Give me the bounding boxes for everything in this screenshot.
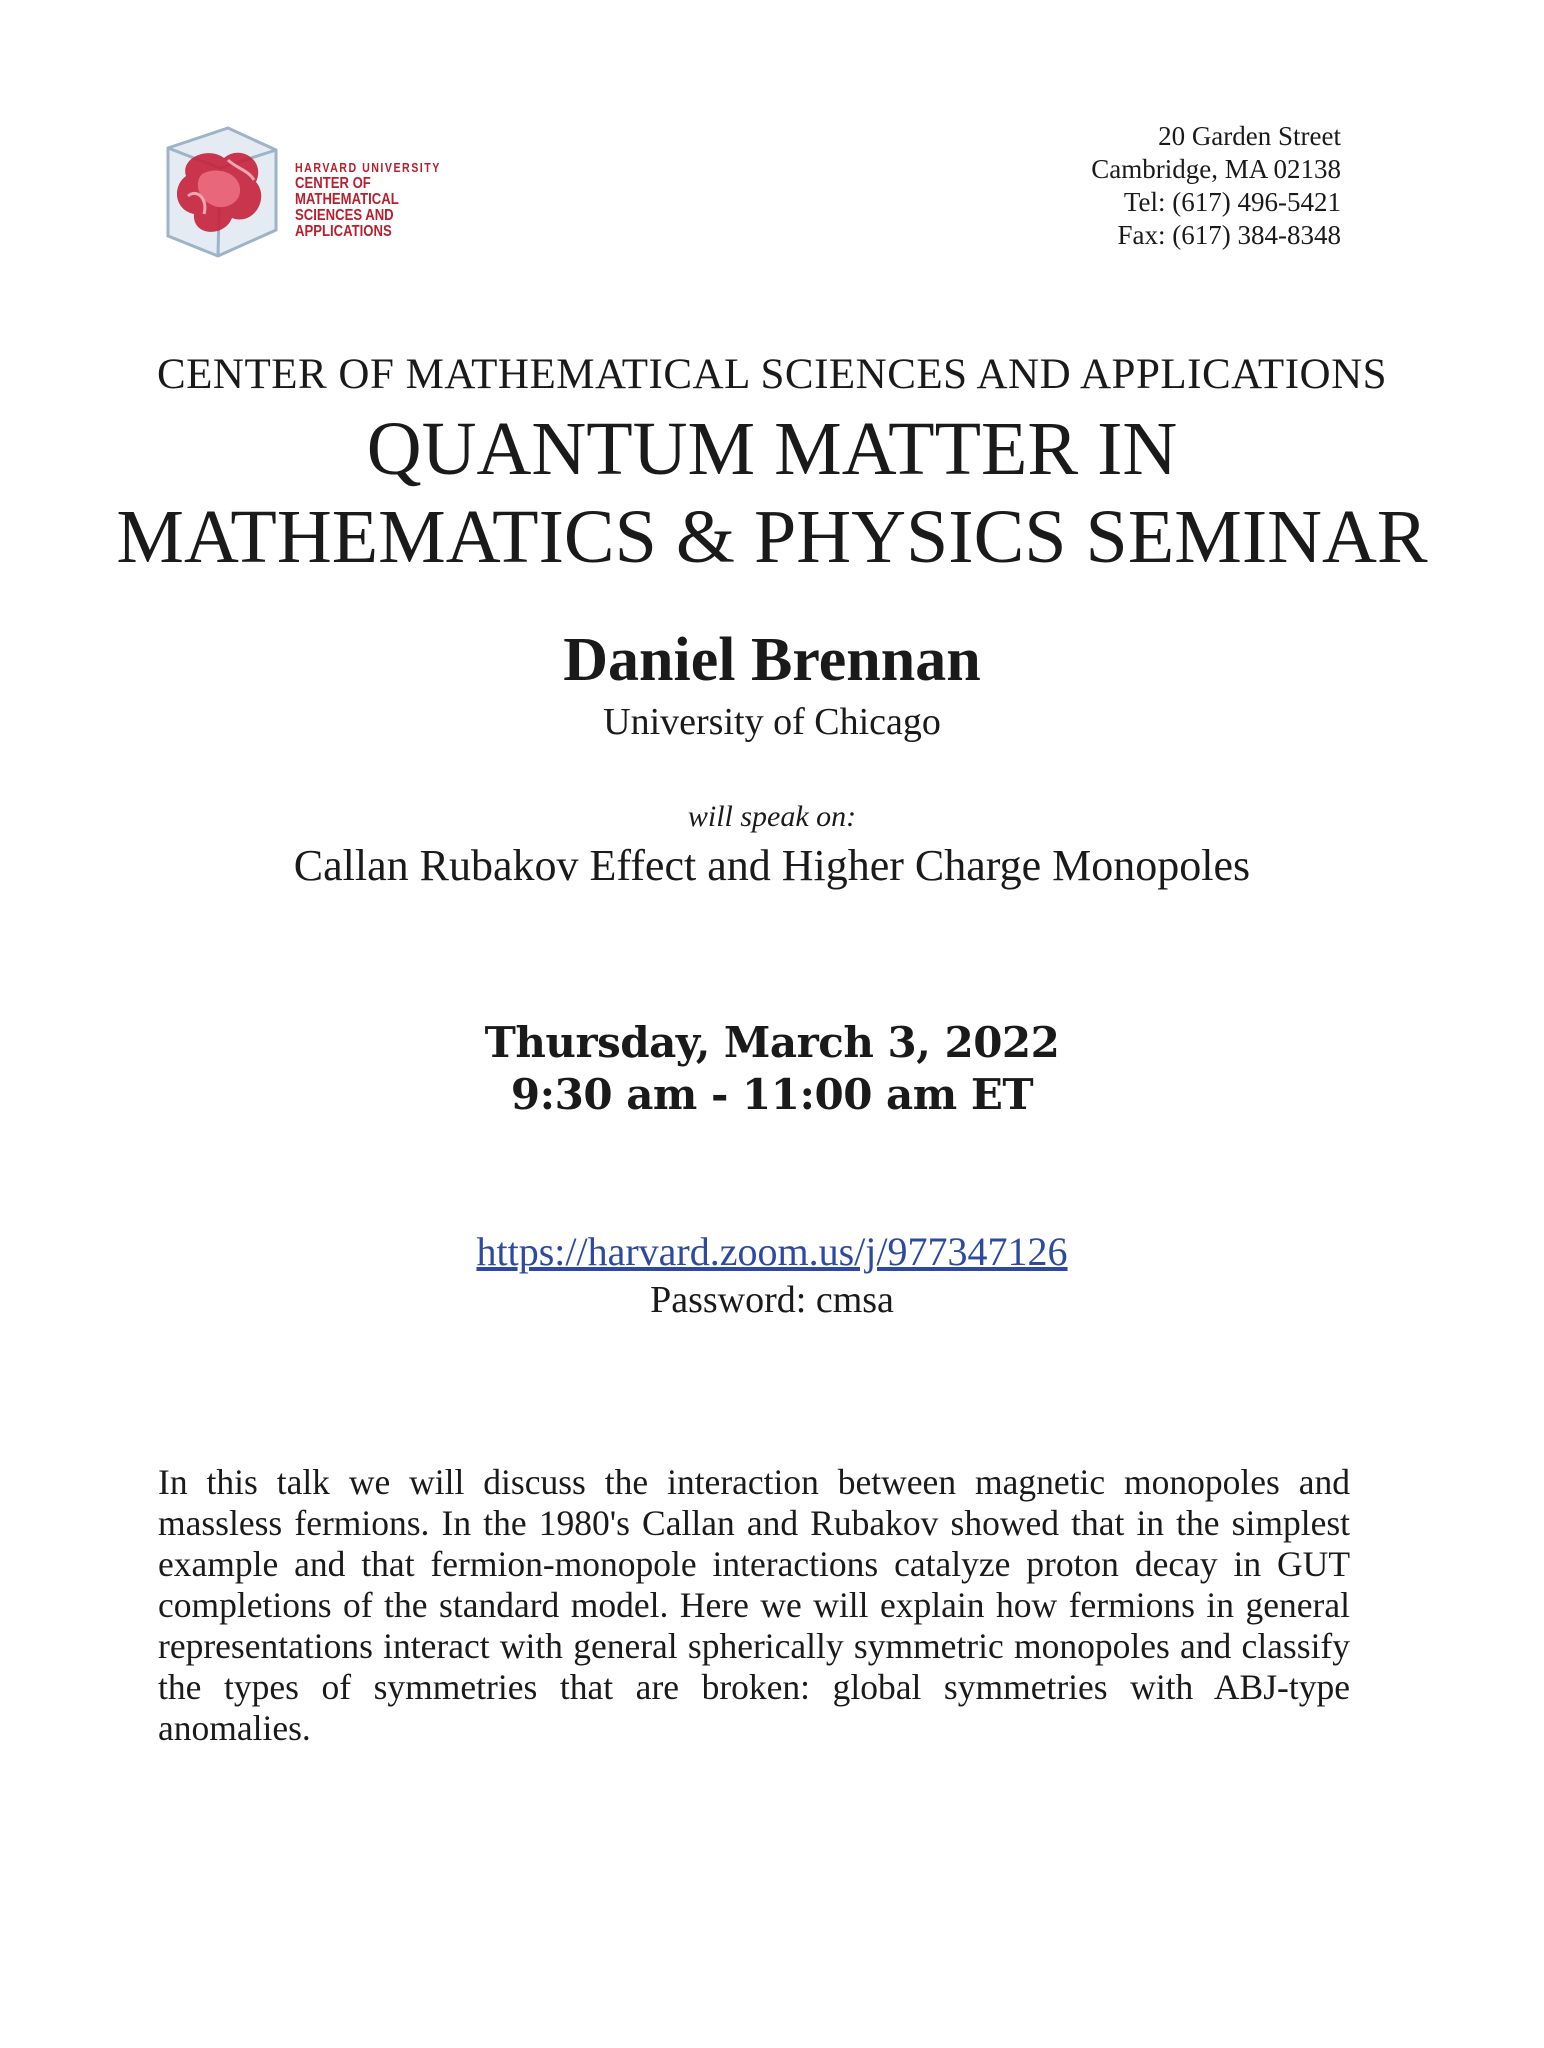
logo-center-text: CENTER OF MATHEMATICAL xyxy=(295,175,399,208)
event-date: Thursday, March 3, 2022 xyxy=(484,1018,1060,1067)
logo-sciences-text: SCIENCES AND APPLICATIONS xyxy=(295,207,394,240)
talk-abstract: In this talk we will discuss the interaction between magnetic monopoles and massless fermions. In the 1980's Callan and Rubakov showed that in the simplest example and that fermion-monopole interactions catalyze proton decay in GUT completions of the standard model. Here we will explain how fermions in general representations interact with general spherically symmetric monopoles and classify the types of symmetries that are broken: global symmetries with ABJ-type anomalies. xyxy=(158,1462,1350,1748)
talk-intro: will speak on: xyxy=(687,800,857,833)
speaker-affiliation: University of Chicago xyxy=(603,701,941,743)
zoom-link[interactable]: https://harvard.zoom.us/j/977347126 xyxy=(476,1229,1068,1274)
address-city: Cambridge, MA 02138 xyxy=(1091,154,1341,184)
event-schedule xyxy=(0,1017,1544,1121)
address-street: 20 Garden Street xyxy=(1158,121,1341,151)
speaker-name: Daniel Brennan xyxy=(563,626,981,694)
seminar-title xyxy=(0,405,1544,581)
seminar-title-line1: QUANTUM MATTER IN xyxy=(366,407,1178,491)
event-time: 9:30 am - 11:00 am ET xyxy=(510,1070,1034,1119)
seminar-title-line2: MATHEMATICS & PHYSICS SEMINAR xyxy=(116,495,1428,579)
cmsa-logo xyxy=(158,118,488,263)
org-heading: CENTER OF MATHEMATICAL SCIENCES AND APPLICATIONS xyxy=(156,351,1388,398)
zoom-password: Password: cmsa xyxy=(650,1279,894,1321)
cmsa-cube-logo-icon xyxy=(158,118,286,258)
address-fax: Fax: (617) 384-8348 xyxy=(1117,220,1341,250)
address-tel: Tel: (617) 496-5421 xyxy=(1123,187,1341,217)
logo-university-text: HARVARD UNIVERSITY xyxy=(295,160,441,175)
contact-address xyxy=(1091,120,1341,252)
talk-title: Callan Rubakov Effect and Higher Charge Monopoles xyxy=(293,841,1251,890)
